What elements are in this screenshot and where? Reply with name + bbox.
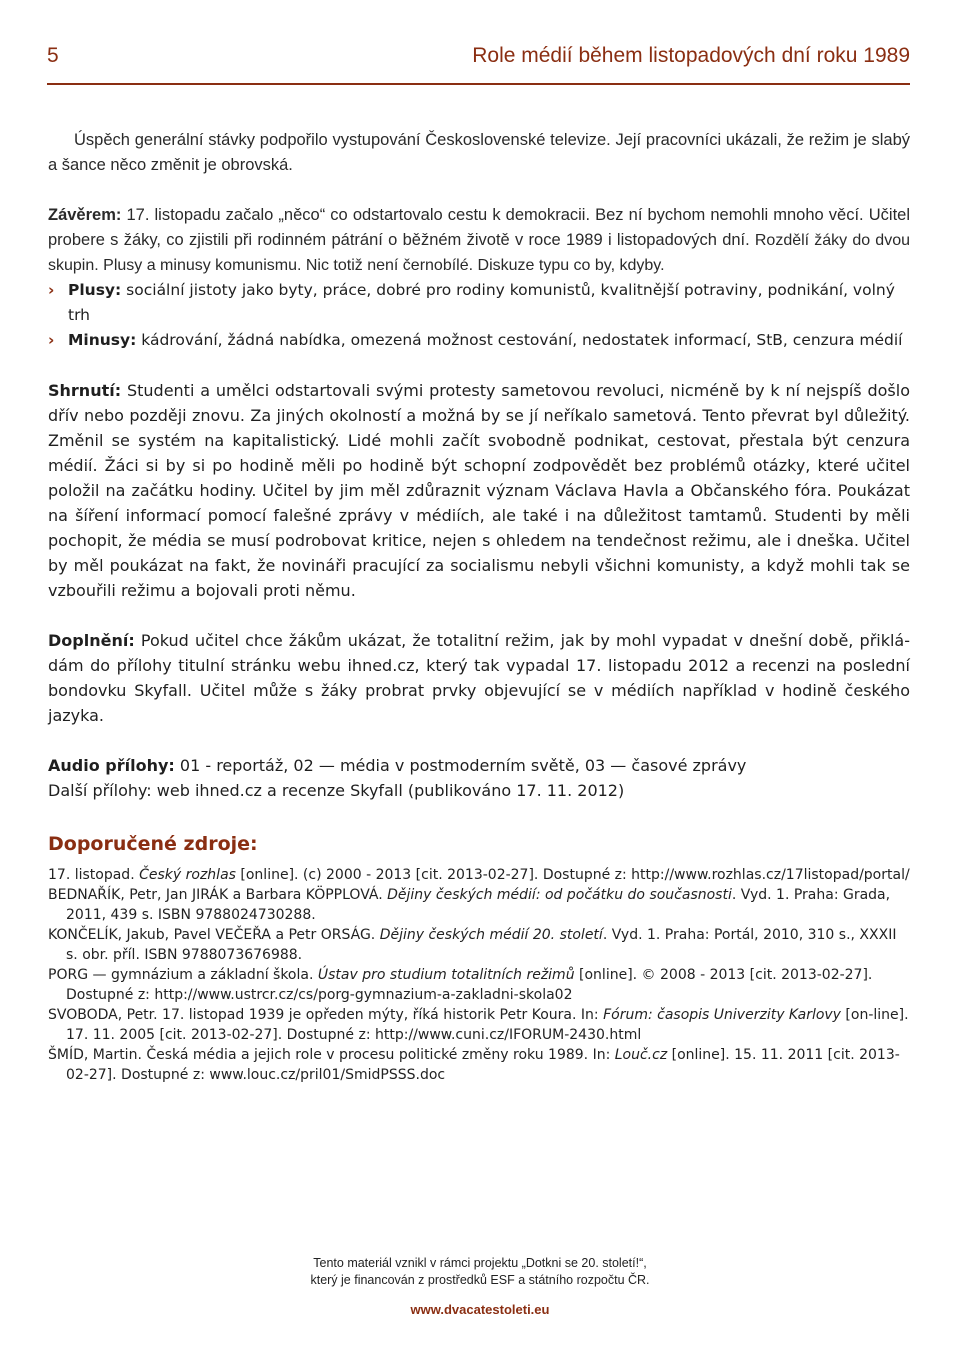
chevron-right-icon: › xyxy=(48,281,55,299)
source-title: Dějiny českých médií: od počátku do současnosti xyxy=(387,887,732,903)
conclusion-text-1: 17. listopadu začalo „něco“ co odstartovalo cestu k demokracii. Bez ní bychom nemohli mnoho věcí. Učitel probere s žáky, co zjistili při rodinném pátrání o běžném životě v roce 1989 i listopadových dní. xyxy=(48,206,910,249)
page-content xyxy=(48,128,910,1085)
page-number: 5 xyxy=(47,44,59,67)
bullet-body: kádrování, žádná nabídka, omezená možnost cestování, nedostatek informací, StB, cenzura médií xyxy=(136,331,903,349)
source-text: ŠMÍD, Martin. Česká média a jejich role v procesu politické změny roku 1989. In: xyxy=(48,1047,615,1063)
source-title: Louč.cz xyxy=(614,1047,668,1063)
source-text: [on-line]. 17. 11. 2005 [cit. 2013-02-27]. Dostupné z: http://www.cuni.cz/IFORUM-2430.html xyxy=(66,1007,909,1043)
source-text: BEDNAŘÍK, Petr, Jan JIRÁK a Barbara KÖPPLOVÁ. xyxy=(48,887,388,903)
source-title: Ústav pro studium totalitních režimů xyxy=(317,967,575,983)
bullet-body: sociální jistoty jako byty, práce, dobré pro rodiny komunistů, kvalitnější potraviny, podnikání, volný trh xyxy=(68,281,895,324)
footer-line-2: který je financován z prostředků ESF a státního rozpočtu ČR. xyxy=(310,1273,650,1287)
source-text: [online]. (c) 2000 - 2013 [cit. 2013-02-27]. Dostupné z: http://www.rozhlas.cz/17listopad/portal/ xyxy=(235,867,910,883)
supplement-text: Pokud učitel chce žákům ukázat, že totalitní režim, jak by mohl vypadat v dnešní době, přiklá-dám do přílohy titulní stránku webu ihned.cz, který tak vypadal 17. listopadu 2012 a recenzi na poslední bondovku Skyfall. Učitel může s žáky probrat prvky objevující se v médiích například v hodině českého jazyka. xyxy=(48,631,910,725)
bullet-label: Minusy: xyxy=(68,331,137,349)
source-title: Český rozhlas xyxy=(139,867,236,883)
sources-title: Doporučené zdroje: xyxy=(48,833,258,855)
source-text: [online]. 15. 11. 2011 [cit. 2013-02-27]. Dostupné z: www.louc.cz/pril01/SmidPSSS.doc xyxy=(66,1047,900,1083)
source-item xyxy=(48,865,910,885)
chevron-right-icon: › xyxy=(48,331,55,349)
supplement-label: Doplnění: xyxy=(48,631,135,650)
audio-label: Audio přílohy: xyxy=(48,756,175,775)
other-attachments-line: Další přílohy: web ihned.cz a recenze Skyfall (publikováno 17. 11. 2012) xyxy=(48,781,625,800)
bullet-minusy xyxy=(48,328,910,353)
page-footer xyxy=(0,1255,960,1318)
bullet-plusy xyxy=(48,278,910,328)
intro-paragraph: Úspěch generální stávky podpořilo vystupování Československé televize. Její pracovníci ukázali, že režim je slabý a šance něco změnit je obrovská. xyxy=(48,131,910,174)
source-text: PORG — gymnázium a základní škola. xyxy=(48,967,318,983)
source-title: Fórum: časopis Univerzity Karlovy xyxy=(603,1007,841,1023)
page-header xyxy=(47,42,910,70)
bullet-text xyxy=(68,278,910,328)
conclusion-paragraph xyxy=(48,203,910,278)
source-text: . Vyd. 1. Praha: Portál, 2010, 310 s., XXXII s. obr. příl. ISBN 9788073676988. xyxy=(66,927,897,963)
summary-label: Shrnutí: xyxy=(48,381,122,400)
conclusion-text-2: Rozdělí žáky do dvou skupin. Plusy a minusy komunismu. Nic totiž není černobílé. Diskuze typu co by, kdyby. xyxy=(48,232,910,274)
audio-text: 01 - reportáž, 02 — média v postmoderním světě, 03 — časové zprávy xyxy=(174,756,747,775)
source-text: . Vyd. 1. Praha: Grada, 2011, 439 s. ISBN 9788024730288. xyxy=(66,887,891,923)
bullet-text xyxy=(68,328,910,353)
bullet-label: Plusy: xyxy=(68,281,122,299)
footer-line-1: Tento materiál vznikl v rámci projektu „Dotkni se 20. století!“, xyxy=(313,1256,647,1270)
source-item xyxy=(48,1005,910,1045)
source-text: KONČELÍK, Jakub, Pavel VEČEŘA a Petr ORSÁG. xyxy=(48,927,380,943)
source-title: Dějiny českých médií 20. století xyxy=(379,927,603,943)
source-item xyxy=(48,965,910,1005)
page-title: Role médií během listopadových dní roku 1989 xyxy=(472,44,910,67)
summary-paragraph xyxy=(48,378,910,603)
conclusion-label: Závěrem: xyxy=(48,206,122,224)
sources-list xyxy=(48,865,910,1085)
source-text: SVOBODA, Petr. 17. listopad 1939 je opředen mýty, říká historik Petr Koura. In: xyxy=(48,1007,604,1023)
source-item xyxy=(48,1045,910,1085)
source-item xyxy=(48,885,910,925)
header-divider xyxy=(47,83,910,85)
supplement-paragraph xyxy=(48,628,910,728)
footer-link[interactable]: www.dvacatestoleti.eu xyxy=(410,1302,550,1317)
summary-text: Studenti a umělci odstartovali svými protesty sametovou revoluci, nicméně by k ní nejspíš došlo dřív nebo později znovu. Za jiných okolností a možná by se jí neříkalo sametová. Tento převrat byl důležitý. Změnil se systém na kapitalistický. Lidé mohli začít svobodně podnikat, cestovat, přestala být cenzura médií. Žáci si by si po hodině měli po hodině být schopní zodpovědět bez problémů otázky, které učitel položil na začátku hodiny. Učitel by jim měl zdůraznit význam Václava Havla a Občanského fóra. Poukázat na šíření informací pomocí falešné zprávy v médiích, ale také i na důležitost tamtamů. Studenti by měli pochopit, že média se musí podrobovat kritice, nejen s ohledem na tendečnost režimu, ale i dneška. Učitel by měl poukázat na fakt, že novináři pracující za socialismu nebyli všichni komunisty, a když mohli tak se vzbouřili režimu a bojovali proti němu. xyxy=(48,381,910,600)
audio-line xyxy=(48,753,910,778)
source-item xyxy=(48,925,910,965)
source-text: 17. listopad. xyxy=(48,867,140,883)
source-text: [online]. © 2008 - 2013 [cit. 2013-02-27]. Dostupné z: http://www.ustrcr.cz/cs/porg-gymnazium-a-zakladni-skola02 xyxy=(66,967,873,1003)
